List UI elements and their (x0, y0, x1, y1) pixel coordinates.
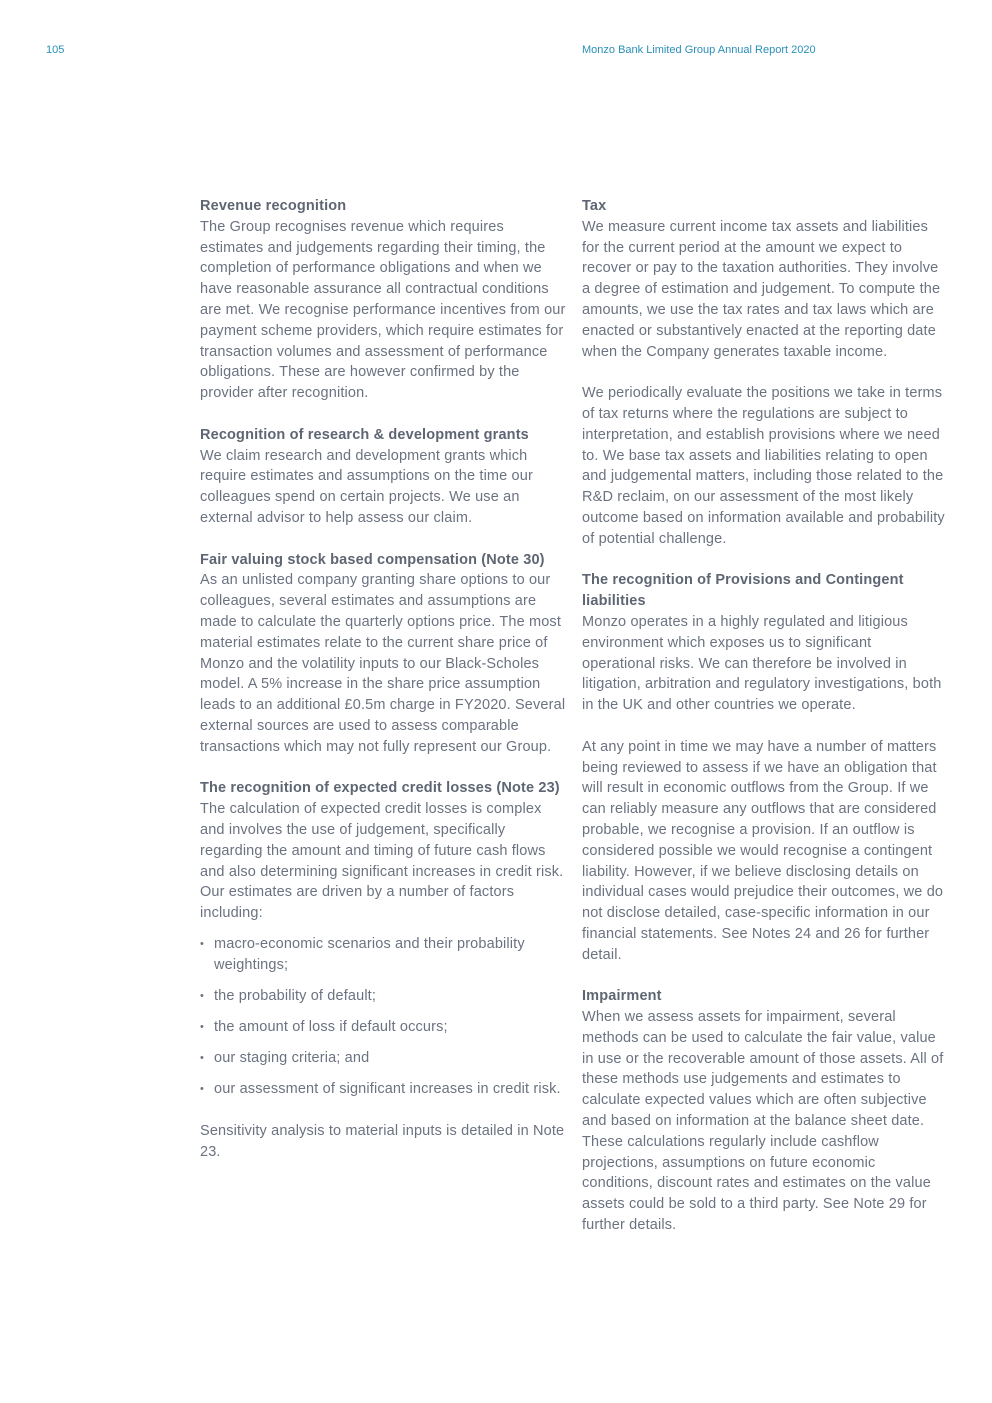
section-heading: The recognition of Provisions and Contingent liabilities (582, 572, 904, 610)
page-header (0, 44, 992, 60)
document-title: Monzo Bank Limited Group Annual Report 2020 (582, 44, 816, 56)
section-provisions (582, 570, 947, 965)
section-heading: Tax (582, 198, 607, 214)
section-body: When we assess assets for impairment, several methods can be used to calculate the fair value, value in use or the recoverable amount of those assets. All of these methods use judgements and estimates to calculate expected values which are often subjective and based on information at the balance sheet date. These calculations regularly include cashflow projections, assumptions on future economic conditions, discount rates and estimates on the value assets could be sold to a third party. See Note 29 for further details. (582, 1009, 944, 1234)
section-heading: Fair valuing stock based compensation (Note 30) (200, 551, 545, 568)
section-stock-compensation (200, 550, 570, 758)
section-expected-credit-losses (200, 778, 570, 1162)
list-item: • our assessment of significant increases in credit risk. (200, 1079, 570, 1100)
factor-list (200, 934, 570, 1100)
page-number: 105 (46, 44, 65, 56)
list-item: • macro-economic scenarios and their probability weightings; (200, 934, 570, 976)
section-body: We measure current income tax assets and liabilities for the current period at the amount we expect to recover or pay to the taxation authorities. They involve a degree of estimation and judgement. To compute the amounts, we use the tax rates and tax laws which are enacted or substantively enacted at the reporting date when the Company generates taxable income. (582, 218, 941, 360)
section-heading: Impairment (582, 988, 662, 1005)
section-body: We claim research and development grants which require estimates and assumptions on the time our colleagues spend on certain projects. We use an external advisor to help assess our claim. (200, 447, 533, 526)
section-rd-grants (200, 425, 570, 529)
section-body: The calculation of expected credit losses is complex and involves the use of judgement, specifically regarding the amount and timing of future cash flows and also determining significant increases in credit risk. Our estimates are driven by a number of factors including: (200, 801, 564, 922)
section-heading: The recognition of expected credit losses (Note 23) (200, 780, 560, 797)
list-item: • the amount of loss if default occurs; (200, 1017, 570, 1038)
list-item: • the probability of default; (200, 986, 570, 1007)
section-impairment (582, 986, 947, 1236)
section-body: Monzo operates in a highly regulated and litigious environment which exposes us to significant operational risks. We can therefore be involved in litigation, arbitration and regulatory investigations, both in the UK and other countries we operate. (582, 613, 942, 714)
section-body: The Group recognises revenue which requires estimates and judgements regarding their timing, the completion of performance obligations and when we have reasonable assurance all contractual conditions are met. We recognise performance incentives from our payment scheme providers, which require estimates for transaction volumes and assessment of performance obligations. These are however confirmed by the provider after recognition. (200, 218, 566, 402)
left-column (200, 196, 570, 1183)
section-heading: Revenue recognition (200, 198, 347, 214)
section-body: We periodically evaluate the positions we take in terms of tax returns where the regulations are subject to interpretation, and establish provisions where we need to. We base tax assets and liabilities relating to open and judgemental matters, including those related to the R&D reclaim, on our assessment of the most likely outcome based on information available and probability of potential challenge. (582, 385, 945, 547)
right-column (582, 196, 947, 1257)
section-tax (582, 196, 947, 550)
list-item: • our staging criteria; and (200, 1048, 570, 1069)
section-body: As an unlisted company granting share options to our colleagues, several estimates and assumptions are made to calculate the quarterly options price. The most material estimates relate to the current share price of Monzo and the volatility inputs to our Black-Scholes model. A 5% increase in the share price assumption leads to an additional £0.5m charge in FY2020. Several external sources are used to assess comparable transactions which may not fully represent our Group. (200, 572, 566, 755)
section-closing: Sensitivity analysis to material inputs is detailed in Note 23. (200, 1123, 565, 1160)
section-body: At any point in time we may have a number of matters being reviewed to assess if we have an obligation that will result in economic outflows from the Group. If we can reliably measure any outflows that are considered probable, we recognise a provision. If an outflow is considered possible we would recognise a contingent liability. However, if we believe disclosing details on individual cases would prejudice their outcomes, we do not disclose detailed, case-specific information in our financial statements. See Notes 24 and 26 for further detail. (582, 738, 944, 963)
section-revenue-recognition (200, 196, 570, 404)
section-heading: Recognition of research & development grants (200, 426, 529, 443)
